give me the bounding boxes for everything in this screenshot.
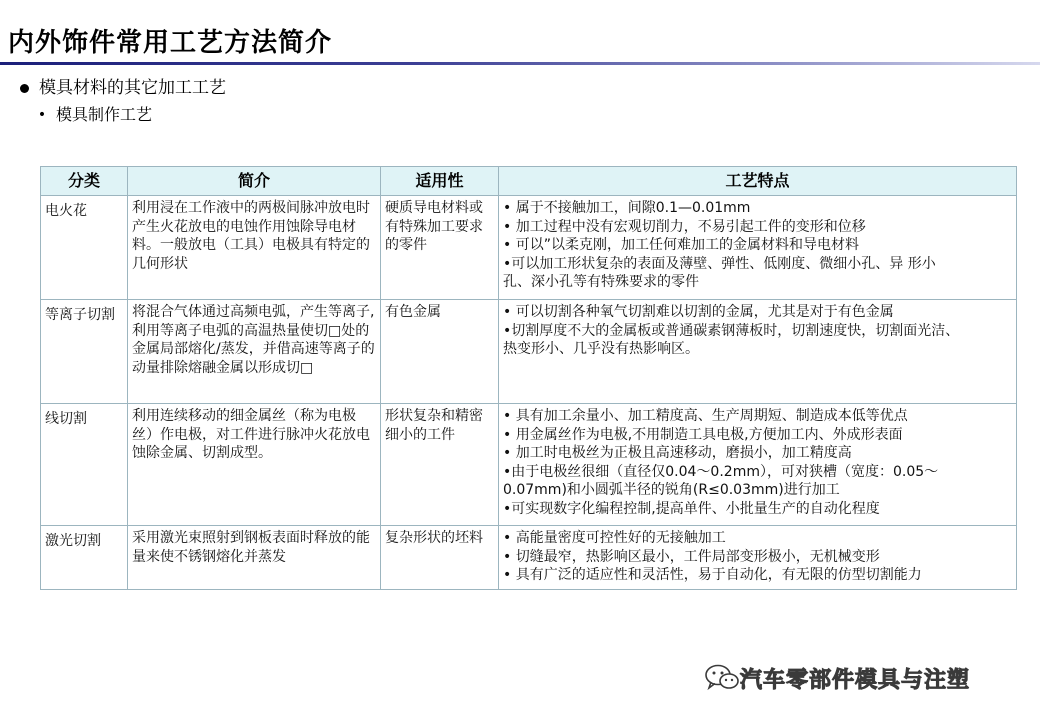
feature-line: 热变形小、几乎没有热影响区。 — [503, 341, 699, 357]
watermark — [704, 660, 970, 696]
header-features: 工艺特点 — [499, 167, 1017, 196]
cell-features — [499, 526, 1017, 590]
feature-line: • 高能量密度可控性好的无接触加工 — [503, 530, 726, 546]
bullet-small-dot-icon: • — [37, 107, 47, 123]
bullet-level1-text: 模具材料的其它加工工艺 — [39, 78, 226, 98]
cell-applicability: 形状复杂和精密细小的工件 — [381, 404, 499, 526]
bullet-dot-icon — [20, 84, 29, 93]
table-row — [41, 526, 1017, 590]
feature-line: • 具有广泛的适应性和灵活性，易于自动化，有无限的仿型切割能力 — [503, 567, 922, 583]
table-header-row — [41, 167, 1017, 196]
cell-category: 激光切割 — [41, 526, 128, 590]
table-row — [41, 196, 1017, 300]
feature-line: •可以加工形状复杂的表面及薄壁、弹性、低刚度、微细小孔、异 形小 — [503, 255, 936, 272]
cell-intro: 利用连续移动的细金属丝（称为电极丝）作电极，对工件进行脉冲火花放电蚀除金属、切割成型。 — [128, 404, 381, 526]
bullet-level2 — [36, 103, 152, 127]
feature-line: • 可以切割各种氧气切割难以切割的金属，尤其是对于有色金属 — [503, 304, 894, 320]
table-row — [41, 300, 1017, 404]
header-category: 分类 — [41, 167, 128, 196]
table-row — [41, 404, 1017, 526]
feature-line: 0.07mm)和小圆弧半径的锐角(R≤0.03mm)进行加工 — [503, 482, 840, 498]
feature-line: •切割厚度不大的金属板或普通碳素钢薄板时，切割速度快，切割面光洁、 — [503, 322, 960, 339]
cell-category: 线切割 — [41, 404, 128, 526]
cell-features — [499, 300, 1017, 404]
cell-applicability: 硬质导电材料或有特殊加工要求的零件 — [381, 196, 499, 300]
cell-applicability: 有色金属 — [381, 300, 499, 404]
feature-line: • 加工时电极丝为正极且高速移动，磨损小，加工精度高 — [503, 445, 852, 461]
feature-line: •可实现数字化编程控制,提高单件、小批量生产的自动化程度 — [503, 500, 880, 517]
cell-intro: 利用浸在工作液中的两极间脉冲放电时产生火花放电的电蚀作用蚀除导电材料。一般放电（工具）电极具有特定的几何形状 — [128, 196, 381, 300]
cell-features — [499, 404, 1017, 526]
wechat-icon — [704, 663, 740, 693]
feature-line: • 具有加工余量小、加工精度高、生产周期短、制造成本低等优点 — [503, 408, 908, 424]
title-divider — [0, 62, 1040, 65]
cell-category: 等离子切割 — [41, 300, 128, 404]
feature-line: • 切缝最窄，热影响区最小，工件局部变形极小，无机械变形 — [503, 548, 880, 565]
header-intro: 简介 — [128, 167, 381, 196]
header-applicability: 适用性 — [381, 167, 499, 196]
feature-line: • 属于不接触加工，间隙0.1—0.01mm — [503, 200, 751, 216]
feature-line: • 加工过程中没有宏观切削力，不易引起工件的变形和位移 — [503, 218, 866, 235]
feature-line: • 用金属丝作为电极,不用制造工具电极,方便加工内、外成形表面 — [503, 426, 903, 443]
process-table — [40, 166, 1017, 590]
feature-line: 孔、深小孔等有特殊要求的零件 — [503, 274, 699, 290]
cell-category: 电火花 — [41, 196, 128, 300]
bullet-level1 — [20, 76, 226, 100]
cell-applicability: 复杂形状的坯料 — [381, 526, 499, 590]
feature-line: • 可以”以柔克刚，加工任何难加工的金属材料和导电材料 — [503, 237, 859, 253]
cell-intro: 将混合气体通过高频电弧，产生等离子,利用等离子电弧的高温热量使切□处的金属局部熔化/蒸发，并借高速等离子的动量排除熔融金属以形成切□ — [128, 300, 381, 404]
cell-intro: 采用激光束照射到钢板表面时释放的能量来使不锈钢熔化并蒸发 — [128, 526, 381, 590]
watermark-text: 汽车零部件模具与注塑 — [740, 667, 971, 693]
slide-title: 内外饰件常用工艺方法简介 — [8, 28, 333, 58]
feature-line: •由于电极丝很细（直径仅0.04～0.2mm），可对狭槽（宽度：0.05～ — [503, 463, 939, 480]
cell-features — [499, 196, 1017, 300]
bullet-level2-text: 模具制作工艺 — [56, 105, 153, 124]
